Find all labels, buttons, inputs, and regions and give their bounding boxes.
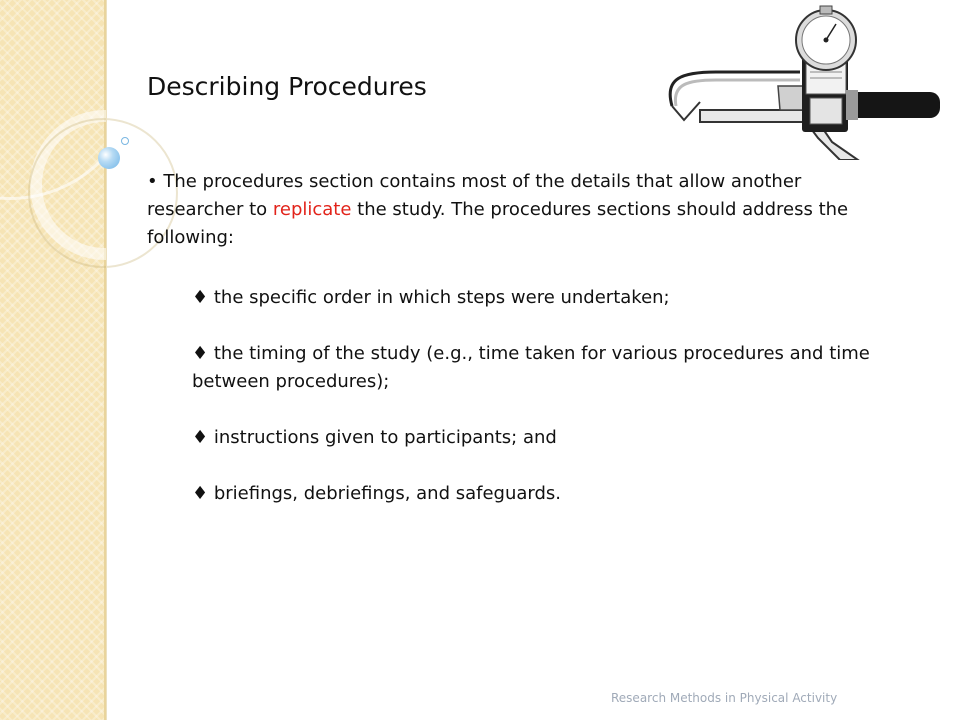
bullet-marker: • xyxy=(147,171,158,192)
intro-text-start: The procedures section contains most of the details that allow another researcher to xyxy=(147,171,802,220)
list-item: ♦ the specific order in which steps were undertaken; xyxy=(192,287,670,308)
intro-paragraph xyxy=(147,168,867,252)
list-item: ♦ briefings, debriefings, and safeguards. xyxy=(192,483,562,504)
skinfold-caliper-icon xyxy=(660,2,946,160)
list-item: ♦ the timing of the study (e.g., time taken for various procedures and time between procedures); xyxy=(192,343,870,392)
bubble-decoration xyxy=(98,147,120,169)
list-item: ♦ instructions given to participants; and xyxy=(192,427,557,448)
page-title: Describing Procedures xyxy=(147,72,427,101)
small-bubble-decoration xyxy=(121,137,129,145)
sidebar-decoration xyxy=(0,0,106,720)
footer-text: Research Methods in Physical Activity xyxy=(611,691,838,705)
highlighted-term: replicate xyxy=(272,199,352,220)
sidebar-edge xyxy=(106,0,107,720)
intro-text-end: the study. The procedures sections should address the following: xyxy=(147,199,849,248)
